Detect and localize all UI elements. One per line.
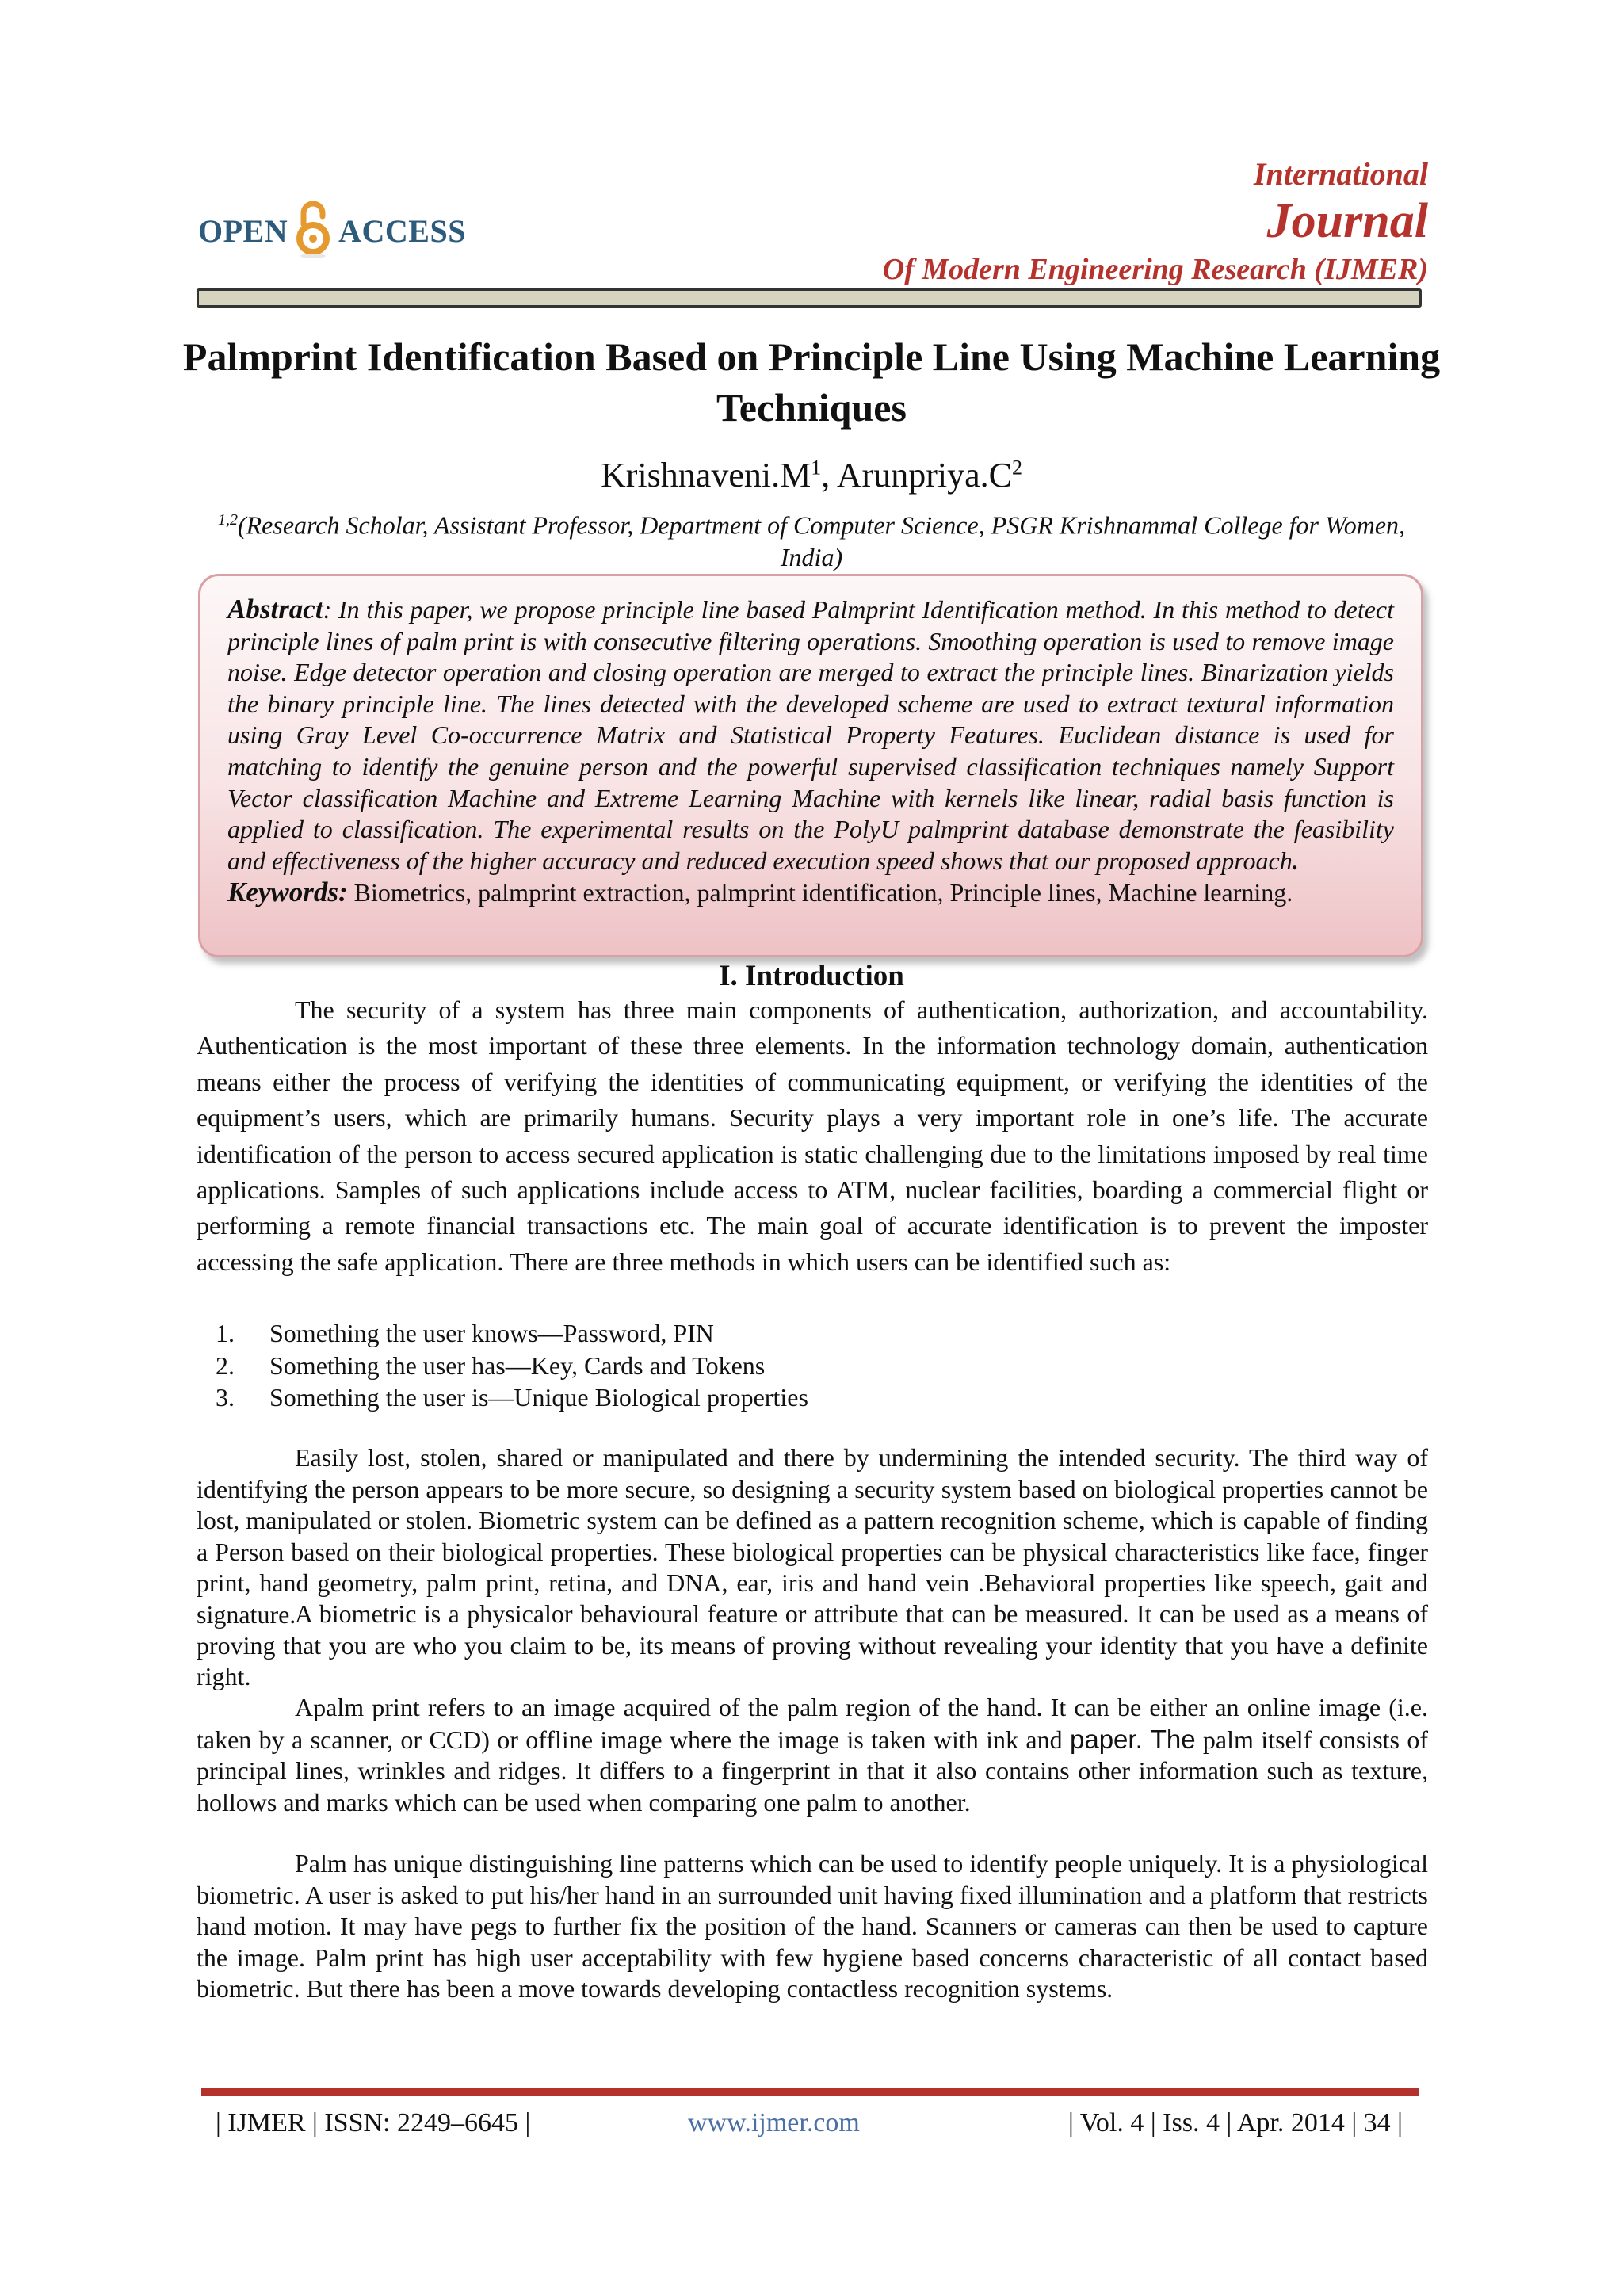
footer-website-link[interactable]: www.ijmer.com [688,2108,860,2137]
author-1-sup: 1 [811,456,822,479]
open-access-right-text: ACCESS [338,212,466,249]
intro-paragraph-5: Palm has unique distinguishing line patterns which can be used to identify people uniquely. It is a physiological biometric. A user is asked to put his/her hand in an surrounded unit having fixed illumination and a platform that restricts hand motion. It may have pegs to further fix the position of the hand. Scanners or cameras can then be used to capture the image. Palm print has high user acceptability with few hygiene based concerns characteristic of all contact based biometric. But there has been a move towards developing contactless recognition systems. [197,1849,1428,2003]
journal-name: Journal [1266,194,1428,248]
list-item [197,1350,1428,1382]
abstract-label: Abstract [227,594,323,625]
journal-subtitle: Of Modern Engineering Research (IJMER) [882,253,1428,286]
affiliation [206,504,1417,573]
intro-paragraph-1: The security of a system has three main components of authentication, authorization, and accountability. Authentication is the most important of these three elements. In the information technology domain, authentication means either the process of verifying the identities of communicating equipment, or verifying the identities of the equipment’s users, which are primarily humans. Security plays a very important role in one’s life. The accurate identification of the person to access secured application is static challenging due to the limitations imposed by real time applications. Samples of such applications include access to ATM, nuclear facilities, boarding a commercial flight or performing a remote financial transactions etc. The main goal of accurate identification is to prevent the imposter accessing the safe application. There are three methods in which users can be identified such as: [197,995,1428,1276]
author-2-sup: 2 [1011,456,1022,479]
abstract-end-mark: . [1292,846,1299,875]
para4-part-b: paper. The [1070,1724,1196,1754]
footer-divider-bar [201,2088,1419,2096]
author-2: Arunpriya.C [836,456,1012,495]
list-item-number: 3. [216,1383,235,1412]
footer-issn: | IJMER | ISSN: 2249–6645 | [216,2108,531,2137]
abstract-paragraph [227,594,1394,877]
list-item-number: 1. [216,1319,235,1347]
identification-methods-list [197,1317,1428,1414]
affiliation-text: (Research Scholar, Assistant Professor, Department of Computer Science, PSGR Krishnammal College for Women, India) [237,510,1406,571]
para4-part-a: Apalm print refers to an image acquired of the palm region of the hand. It can be either an online image (i.e. taken by a scanner, or CCD) or offline image where the image is taken with ink and [197,1693,1428,1754]
footer-volume-page: | Vol. 4 | Iss. 4 | Apr. 2014 | 34 | [1068,2108,1403,2137]
intro-paragraph-4 [197,1692,1428,1818]
intro-paragraph-3: A biometric is a physicalor behavioural feature or attribute that can be measured. It can be used as a means of proving that you are who you claim to be, its means of proving without revealing your identity that you have a definite right. [197,1599,1428,1690]
para4-part-c: palm itself consists of principal lines, wrinkles and ridges. It differs to a fingerprint in that it also contains other information such as texture, hollows and marks which can be used when comparing one palm to another. [197,1725,1429,1817]
paper-title: Palmprint Identification Based on Principle Line Using Machine Learning Techniques [182,334,1441,430]
author-1: Krishnaveni.M [601,456,812,495]
open-access-logo [198,195,499,266]
intro-paragraph-2: Easily lost, stolen, shared or manipulated and there by undermining the intended security. The third way of identifying the person appears to be more secure, so designing a security system based on biological properties cannot be lost, manipulated or stolen. Biometric system can be defined as a pattern recognition scheme, which is capable of finding a Person based on their biological properties. These biological properties can be physical characteristics like face, finger print, hand geometry, palm print, retina, and DNA, ear, iris and hand vein .Behavioral properties like speech, gait and signature. [197,1443,1428,1629]
keywords-text: Biometrics, palmprint extraction, palmprint identification, Principle lines, Machine learning. [353,878,1293,907]
open-access-left-text: OPEN [198,212,288,249]
keywords-line [227,877,1394,908]
list-item [197,1381,1428,1414]
list-item-number: 2. [216,1350,235,1380]
section-heading: I. Introduction [719,960,904,992]
authors [158,455,1465,495]
keywords-label: Keywords: [227,877,348,908]
author-separator: , [821,456,837,495]
open-lock-icon [296,197,330,265]
header-divider-bar [197,288,1422,308]
affiliation-sup: 1,2 [217,511,238,529]
list-item-text: Something the user is—Unique Biological properties [269,1383,808,1412]
list-item-text: Something the user has—Key, Cards and Tokens [269,1350,766,1380]
list-item-text: Something the user knows—Password, PIN [269,1319,714,1347]
list-item [197,1317,1428,1350]
abstract-box [198,574,1423,957]
journal-international: International [1253,156,1428,192]
abstract-text: : In this paper, we propose principle line based Palmprint Identification method. In this method to detect principle lines of palm print is with consecutive filtering operations. Smoothing operation is used to remove image noise. Edge detector operation and closing operation are merged to extract the principle lines. Binarization yields the binary principle line. The lines detected with the developed scheme are used to extract textural information using Gray Level Co-occurrence Matrix and Statistical Property Features. Euclidean distance is used for matching to identify the genuine person and the powerful supervised classification techniques namely Support Vector classification Machine and Extreme Learning Machine with kernels like linear, radial basis function is applied to classification. The experimental results on the PolyU palmprint database demonstrate the feasibility and effectiveness of the higher accuracy and reduced execution speed shows that our proposed approach [227,595,1394,875]
